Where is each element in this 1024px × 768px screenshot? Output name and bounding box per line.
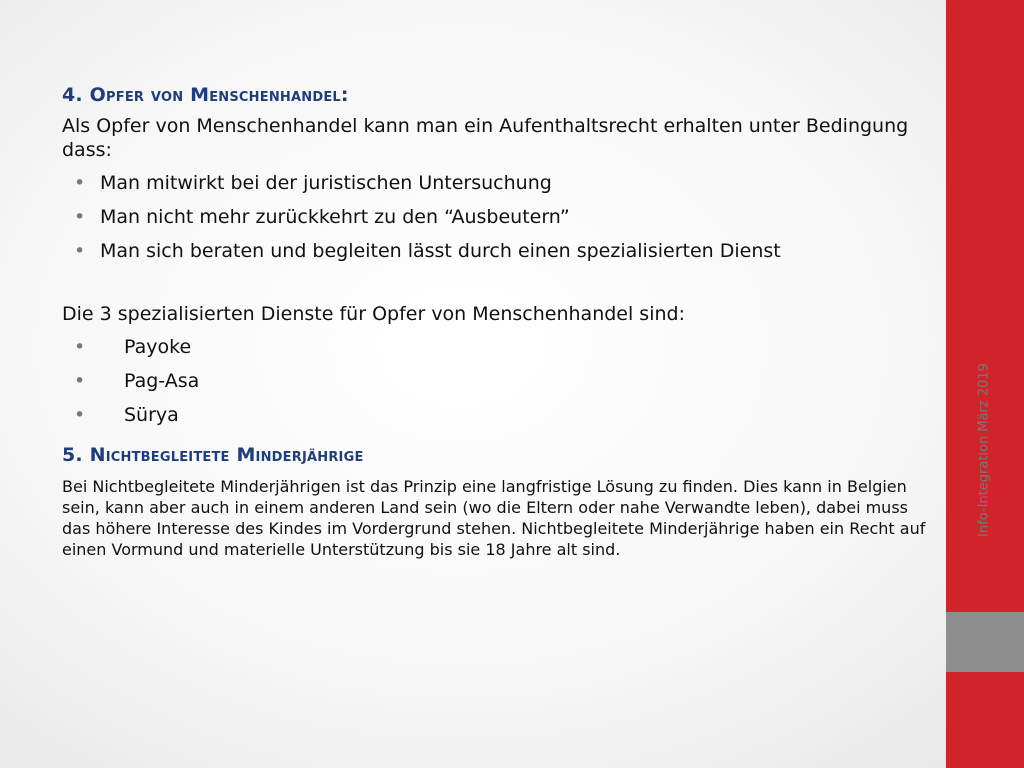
- bullet-icon: •: [74, 206, 86, 228]
- footer-note: Info-Integration März 2019: [976, 363, 992, 537]
- bullet-icon: •: [74, 404, 86, 426]
- sidebar-red-band-bottom: [946, 672, 1024, 768]
- section-5-body: Bei Nichtbegleitete Minderjährigen ist das Prinzip eine langfristige Lösung zu finden. Dies kann in Belgien sein, kann aber auch in einem anderen Land sein (wo die Eltern oder nahe Verwandte leben), dabei muss das höhere Interesse des Kindes im Vordergrund stehen. Nichtbegleitete Minderjährige haben ein Recht auf einen Vormund und materielle Unterstützung bis sie 18 Jahre alt sind.: [62, 477, 926, 559]
- list-item: • Man nicht mehr zurückkehrt zu den “Ausbeutern”: [62, 200, 932, 234]
- conditions-list: [62, 166, 932, 268]
- bullet-icon: •: [74, 336, 86, 358]
- list-item: • Sürya: [62, 398, 932, 432]
- bullet-icon: •: [74, 172, 86, 194]
- list-item: • Payoke: [62, 330, 932, 364]
- sidebar-gray-band: [946, 612, 1024, 672]
- section-4-heading: 4. Opfer von Menschenhandel:: [62, 84, 349, 106]
- section-5-heading: 5. Nichtbegleitete Minderjährige: [62, 444, 364, 466]
- list-item: • Man mitwirkt bei der juristischen Untersuchung: [62, 166, 932, 200]
- list-item: • Pag-Asa: [62, 364, 932, 398]
- list-item: • Man sich beraten und begleiten lässt durch einen spezialisierten Dienst: [62, 234, 932, 268]
- slide-content: [62, 84, 932, 560]
- services-lead: Die 3 spezialisierten Dienste für Opfer von Menschenhandel sind:: [62, 303, 685, 325]
- section-4-lead: Als Opfer von Menschenhandel kann man ein Aufenthaltsrecht erhalten unter Bedingung dass:: [62, 115, 909, 161]
- bullet-icon: •: [74, 240, 86, 262]
- services-list: [62, 330, 932, 432]
- bullet-icon: •: [74, 370, 86, 392]
